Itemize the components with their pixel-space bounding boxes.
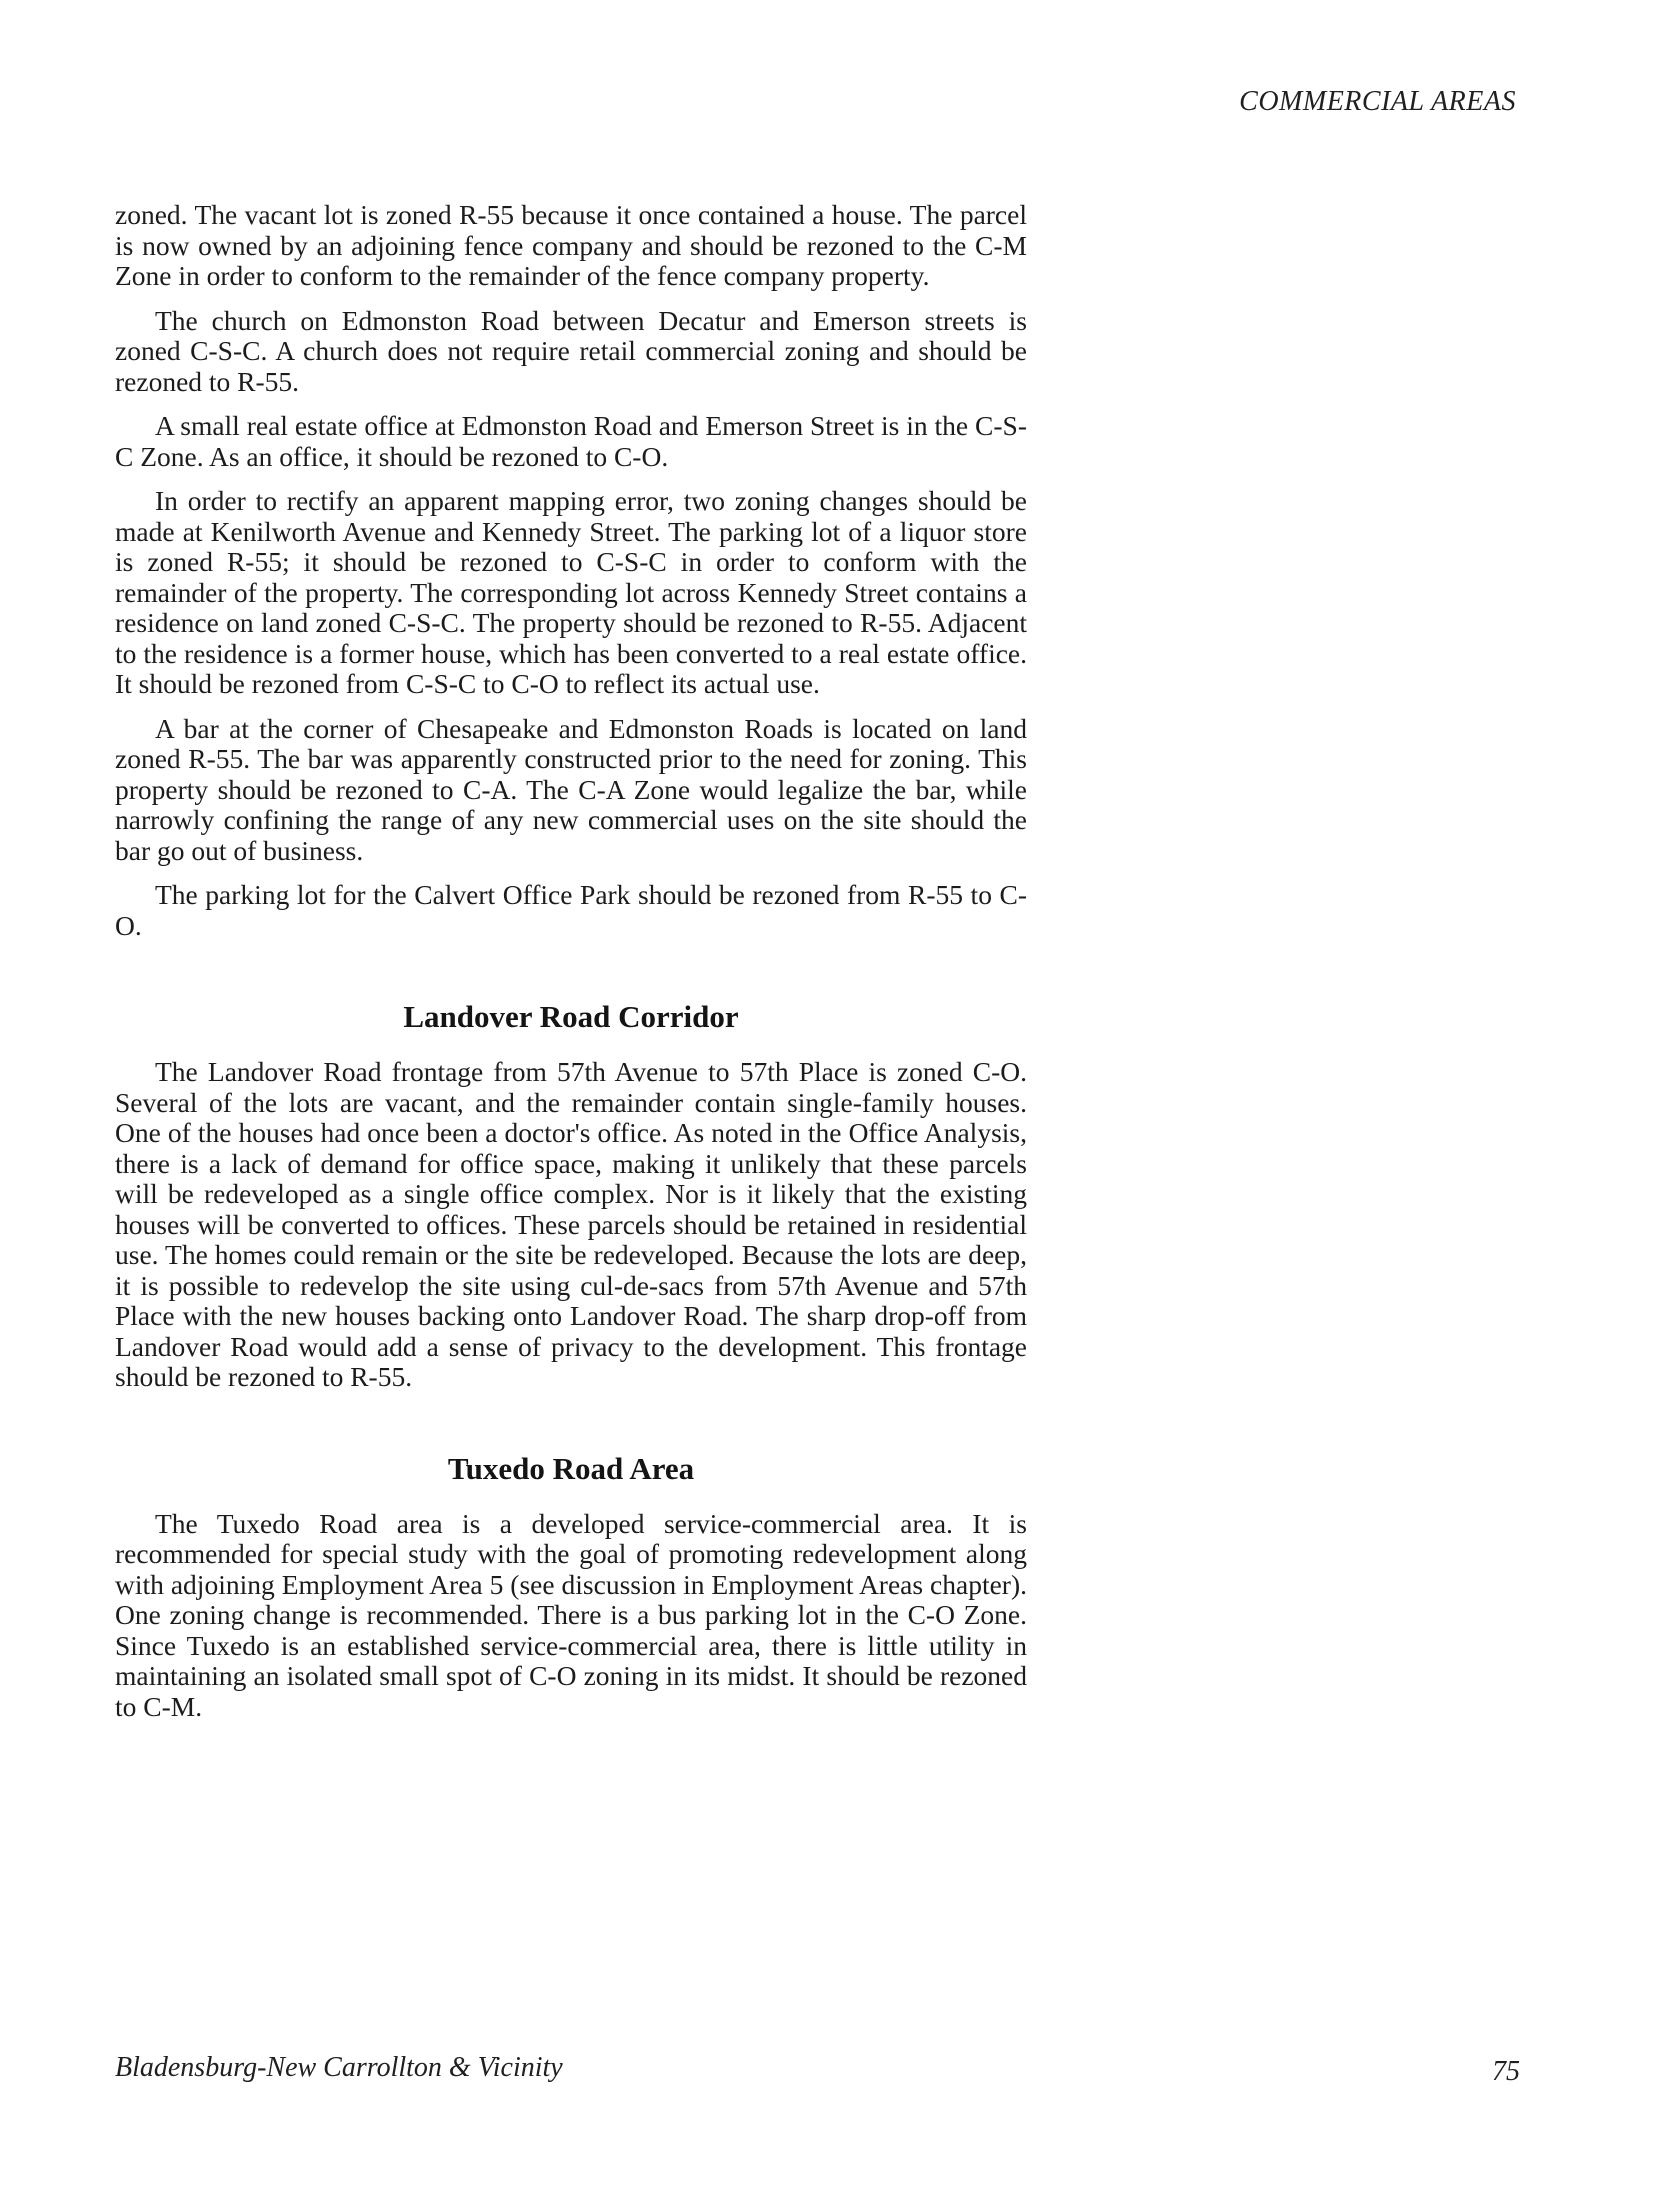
running-footer-title: Bladensburg-New Carrollton & Vicinity bbox=[115, 2052, 563, 2083]
running-header: COMMERCIAL AREAS bbox=[1239, 86, 1516, 117]
paragraph-calvert-office-park: The parking lot for the Calvert Office Park should be rezoned from R-55 to C-O. bbox=[115, 879, 1027, 941]
paragraph-continued-zoning: zoned. The vacant lot is zoned R-55 because it once contained a house. The parcel is now owned by an adjoining fence company and should be rezoned to the C-M Zone in order to conform to the remainder of the fence company property. bbox=[115, 199, 1027, 291]
section-heading-landover: Landover Road Corridor bbox=[403, 999, 739, 1034]
paragraph-bar-chesapeake: A bar at the corner of Chesapeake and Edmonston Roads is located on land zoned R-55. The bar was apparently constructed prior to the need for zoning. This property should be rezoned to C-A. The C-A Zone would legalize the bar, while narrowly confining the range of any new commercial uses on the site should the bar go out of business. bbox=[115, 712, 1027, 866]
paragraph-landover-road: The Landover Road frontage from 57th Avenue to 57th Place is zoned C-O. Several of the lots are vacant, and the remainder contain single-family houses. One of the houses had once been a doctor's office. As noted in the Office Analysis, there is a lack of demand for office space, making it unlikely that these parcels will be redeveloped as a single office complex. Nor is it likely that the existing houses will be converted to offices. These parcels should be retained in residential use. The homes could remain or the site be redeveloped. Because the lots are deep, it is possible to redevelop the site using cul-de-sacs from 57th Avenue and 57th Place with the new houses backing onto Landover Road. The sharp drop-off from Landover Road would add a sense of privacy to the development. This frontage should be rezoned to R-55. bbox=[115, 1056, 1027, 1392]
paragraph-church-edmonston: The church on Edmonston Road between Decatur and Emerson streets is zoned C-S-C. A church does not require retail commercial zoning and should be rezoned to R-55. bbox=[115, 304, 1027, 397]
page-body bbox=[115, 200, 1027, 1736]
paragraph-mapping-error: In order to rectify an apparent mapping error, two zoning changes should be made at Kenilworth Avenue and Kennedy Street. The parking lot of a liquor store is zoned R-55; it should be rezoned to C-S-C in order to conform with the remainder of the property. The corresponding lot across Kennedy Street contains a residence on land zoned C-S-C. The property should be rezoned to R-55. Adjacent to the residence is a former house, which has been converted to a real estate office. It should be rezoned from C-S-C to C-O to reflect its actual use. bbox=[115, 485, 1027, 699]
section-heading-tuxedo: Tuxedo Road Area bbox=[447, 1450, 695, 1486]
page-number: 75 bbox=[1492, 2056, 1520, 2087]
paragraph-real-estate-office: A small real estate office at Edmonston Road and Emerson Street is in the C-S-C Zone. As an office, it should be rezoned to C-O. bbox=[115, 410, 1027, 472]
paragraph-tuxedo-road: The Tuxedo Road area is a developed service-commercial area. It is recommended for special study with the goal of promoting redevelopment along with adjoining Employment Area 5 (see discussion in Employment Areas chapter). One zoning change is recommended. There is a bus parking lot in the C-O Zone. Since Tuxedo is an established service-commercial area, there is little utility in maintaining an isolated small spot of C-O zoning in its midst. It should be rezoned to C-M. bbox=[115, 1507, 1027, 1722]
